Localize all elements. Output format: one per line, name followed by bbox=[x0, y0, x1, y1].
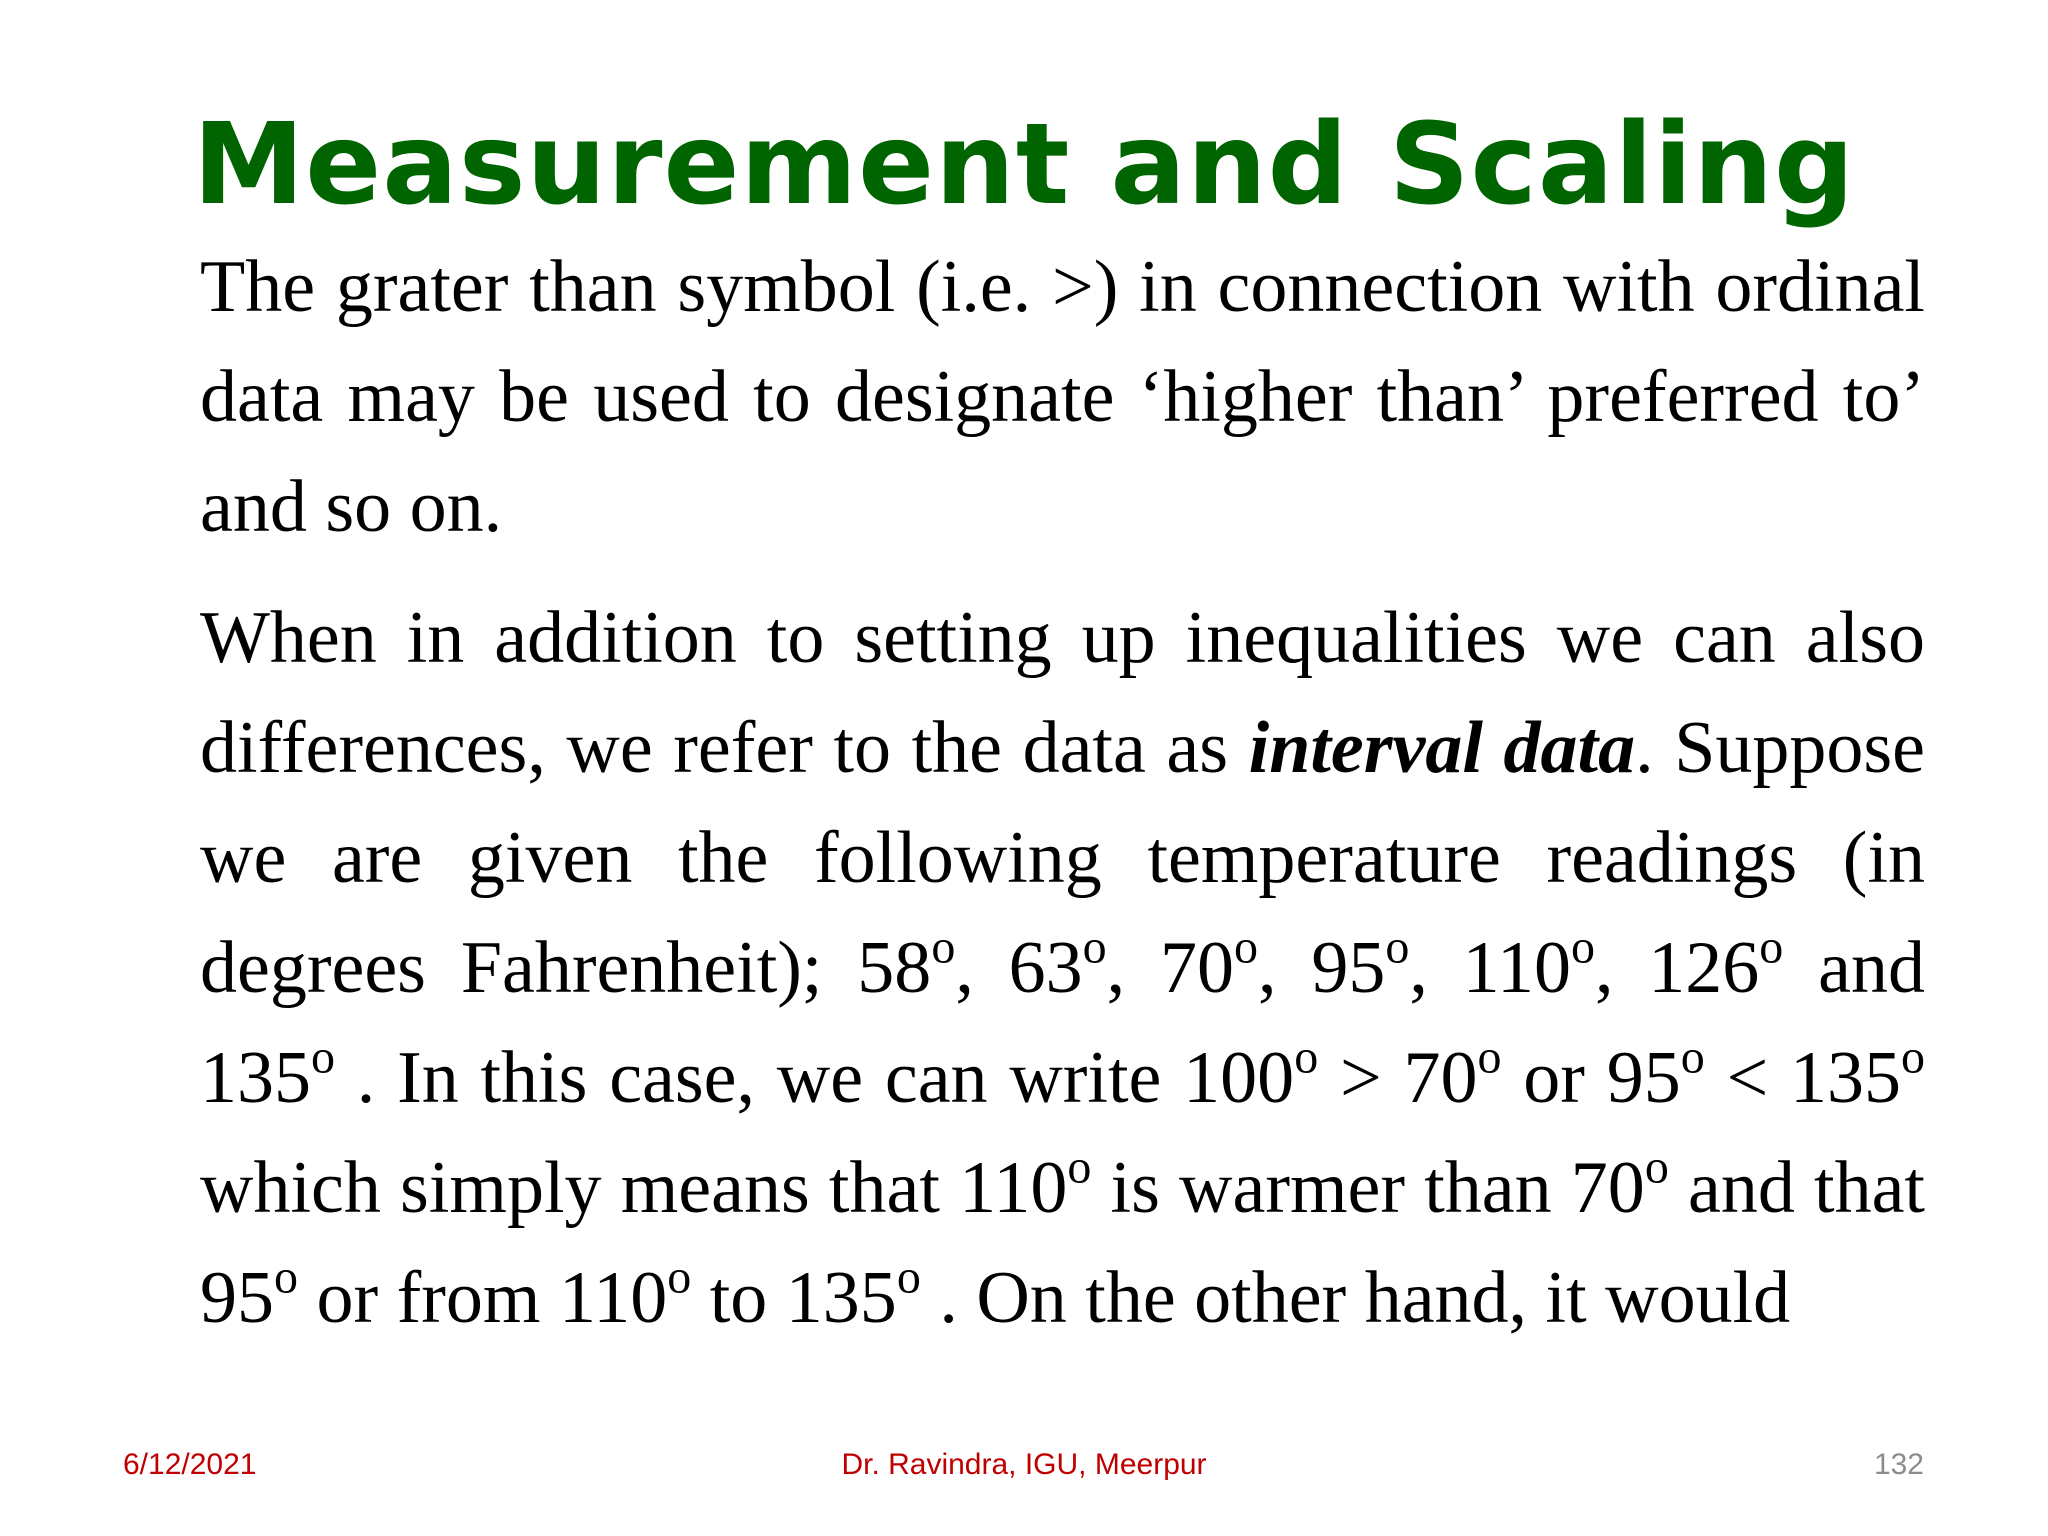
text-segment: . In this case, we can write 100 bbox=[335, 1037, 1295, 1119]
degree-superscript: o bbox=[1385, 920, 1410, 974]
degree-superscript: o bbox=[1901, 1030, 1926, 1084]
page-number: 132 bbox=[1873, 1448, 1924, 1481]
text-segment: < 135 bbox=[1704, 1037, 1902, 1119]
degree-superscript: o bbox=[311, 1030, 335, 1084]
degree-superscript: o bbox=[1570, 920, 1595, 974]
paragraph-ordinal-data: The grater than symbol (i.e. >) in connection with ordinal data may be used to designate ‘higher than’ preferred to’ and so on. bbox=[200, 246, 1925, 548]
degree-superscript: o bbox=[931, 920, 956, 974]
degree-superscript: o bbox=[274, 1250, 298, 1304]
text-segment: . On the other hand, it would bbox=[920, 1257, 1791, 1339]
text-segment: or from 110 bbox=[298, 1257, 668, 1339]
degree-superscript: o bbox=[1680, 1030, 1705, 1084]
degree-superscript: o bbox=[1477, 1030, 1502, 1084]
text-segment: is warmer than 70 bbox=[1091, 1147, 1645, 1229]
text-segment: . Suppose we are given the following temperature readings (in degrees Fahrenheit); 58 bbox=[200, 707, 1925, 1009]
text-segment: which simply means that 110 bbox=[200, 1147, 1068, 1229]
text-segment: , 63 bbox=[955, 927, 1083, 1009]
text-segment: > 70 bbox=[1318, 1037, 1478, 1119]
text-segment: and that 95 bbox=[200, 1147, 1925, 1339]
text-segment: and 135 bbox=[200, 927, 1925, 1119]
degree-superscript: o bbox=[1082, 920, 1107, 974]
degree-superscript: o bbox=[1644, 1140, 1669, 1194]
text-segment: , 70 bbox=[1106, 927, 1234, 1009]
degree-superscript: o bbox=[1067, 1140, 1092, 1194]
footer-author: Dr. Ravindra, IGU, Meerpur bbox=[841, 1448, 1207, 1481]
degree-superscript: o bbox=[1294, 1030, 1319, 1084]
degree-superscript: o bbox=[1234, 920, 1258, 974]
slide-title: Measurement and Scaling bbox=[192, 100, 1856, 230]
text-segment: , 126 bbox=[1594, 927, 1760, 1009]
text-segment: , 110 bbox=[1409, 927, 1571, 1009]
paragraph-interval-data bbox=[200, 583, 1925, 1353]
degree-superscript: o bbox=[1759, 920, 1784, 974]
text-segment: When in addition to setting up inequalities we can also differences, we refer to the data as bbox=[200, 597, 1925, 789]
footer-date: 6/12/2021 bbox=[123, 1448, 257, 1481]
text-segment: or 95 bbox=[1501, 1037, 1681, 1119]
degree-superscript: o bbox=[667, 1250, 692, 1304]
text-segment: to 135 bbox=[691, 1257, 897, 1339]
emphasis-interval-data: interval data bbox=[1248, 707, 1636, 789]
degree-superscript: o bbox=[896, 1250, 921, 1304]
text-segment: , 95 bbox=[1258, 927, 1386, 1009]
